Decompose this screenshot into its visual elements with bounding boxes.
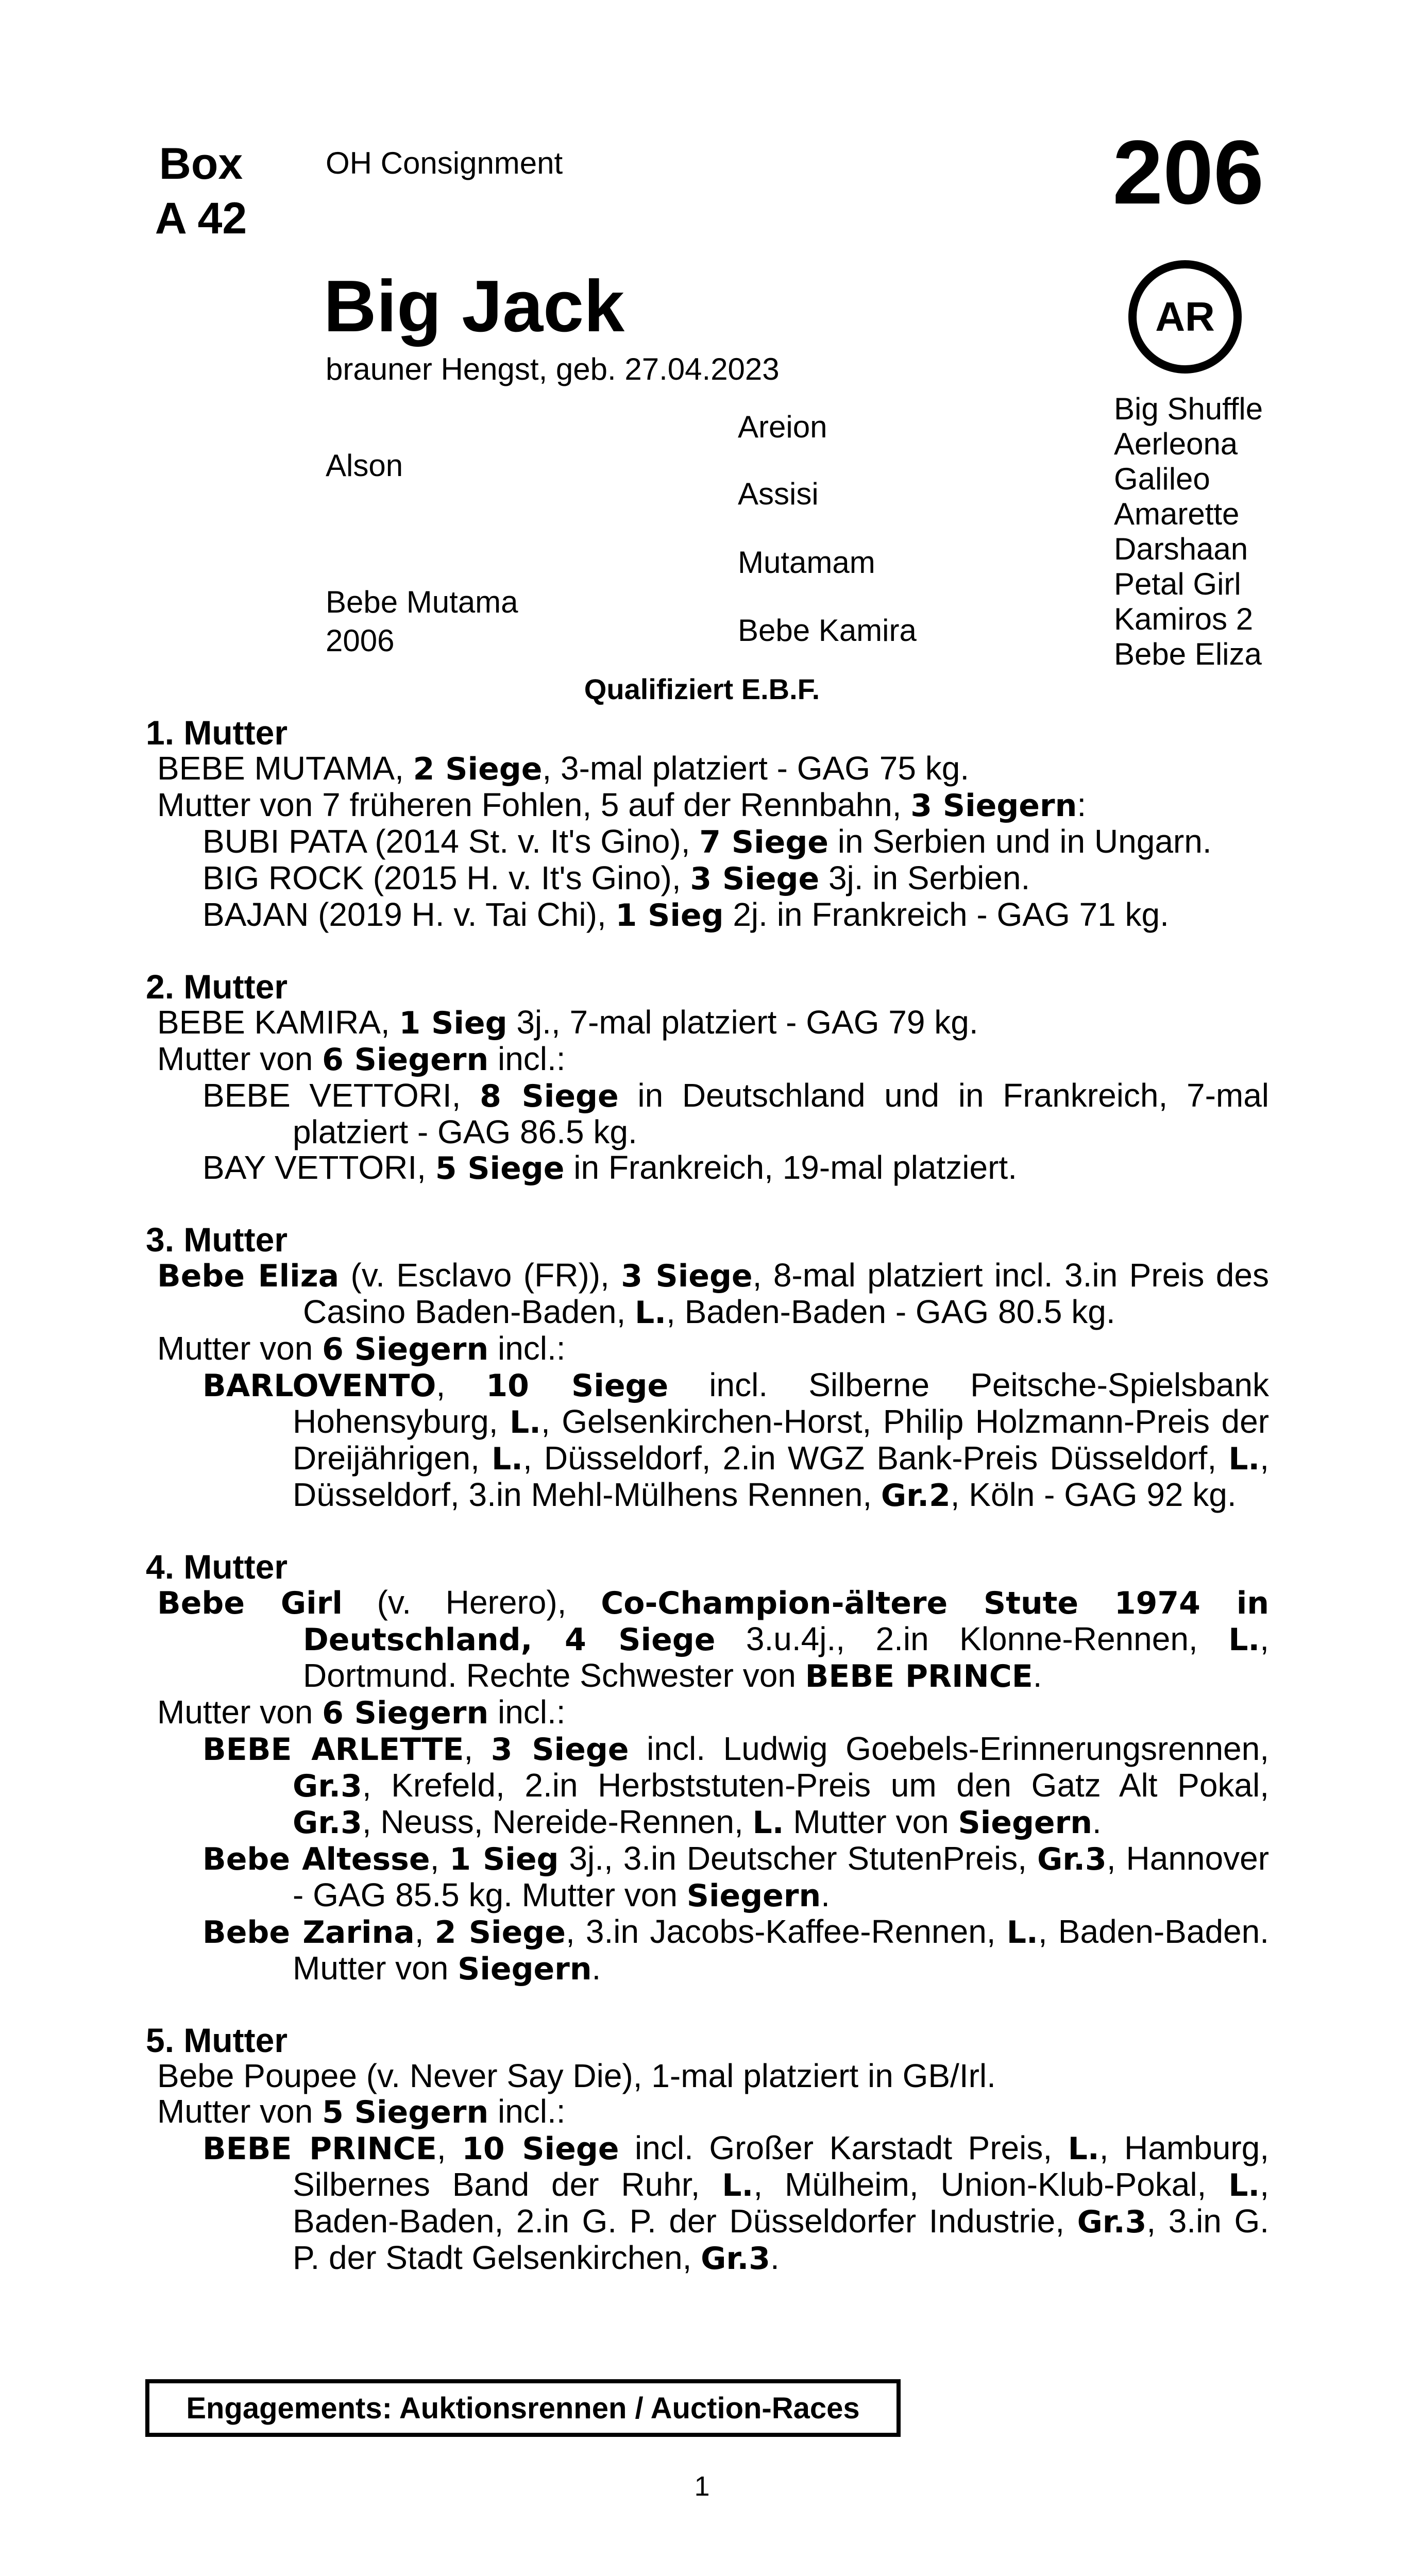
pedigree-dam-year: 2006 — [326, 623, 395, 658]
pedigree-grandparent: Areion — [738, 410, 827, 444]
horse-description: brauner Hengst, geb. 27.04.2023 — [326, 352, 780, 386]
dam-produce-summary: Mutter von 6 Siegern incl.: — [157, 1693, 566, 1731]
pedigree-grandparent: Bebe Kamira — [738, 613, 917, 648]
pedigree-sire: Alson — [326, 448, 403, 483]
pedigree-ggp: Bebe Eliza — [1114, 637, 1262, 671]
pedigree-grandparent: Assisi — [738, 477, 819, 511]
produce-entry: BAJAN (2019 H. v. Tai Chi), 1 Sieg 2j. in Frankreich - GAG 71 kg. — [202, 896, 1169, 934]
family-details — [146, 715, 1269, 2277]
page-number: 1 — [694, 2471, 710, 2502]
produce-entry: Bebe Altesse, 1 Sieg 3j., 3.in Deutscher StutenPreis, Gr.3, Hannover - GAG 85.5 kg. Mutter von Siegern. — [202, 1840, 1270, 1914]
dam-produce-summary: Mutter von 7 früheren Fohlen, 5 auf der Rennbahn, 3 Siegern: — [157, 786, 1087, 824]
produce-entry: BUBI PATA (2014 St. v. It's Gino), 7 Siege in Serbien und in Ungarn. — [202, 823, 1212, 860]
engagements-box — [145, 2379, 901, 2437]
produce-entry: BIG ROCK (2015 H. v. It's Gino), 3 Siege 3j. in Serbien. — [202, 859, 1030, 897]
horse-name: Big Jack — [324, 265, 625, 347]
ar-badge-label: AR — [1155, 294, 1215, 340]
pedigree-dam: Bebe Mutama — [326, 585, 518, 619]
dam-produce-summary: Mutter von 6 Siegern incl.: — [157, 1330, 566, 1367]
produce-entry: Bebe Zarina, 2 Siege, 3.in Jacobs-Kaffee-Rennen, L., Baden-Baden. Mutter von Siegern. — [202, 1913, 1270, 1987]
pedigree-ggp: Galileo — [1114, 462, 1210, 496]
pedigree-ggp: Aerleona — [1114, 427, 1238, 461]
dam-record: BEBE KAMIRA, 1 Sieg 3j., 7-mal platziert - GAG 79 kg. — [157, 1004, 978, 1041]
dam-record: Bebe Eliza (v. Esclavo (FR)), 3 Siege, 8-mal platziert incl. 3.in Preis des Casino Baden-Baden, L., Baden-Baden - GAG 80.5 kg. — [157, 1257, 1269, 1331]
dam-record: BEBE MUTAMA, 2 Siege, 3-mal platziert - GAG 75 kg. — [157, 750, 970, 787]
dam-record: Bebe Girl (v. Herero), Co-Champion-ältere Stute 1974 in Deutschland, 4 Siege 3.u.4j., 2.in Klonne-Rennen, L., Dortmund. Rechte Schwester von BEBE PRINCE. — [157, 1584, 1270, 1694]
section-title-mutter-2: 2. Mutter — [146, 968, 288, 1006]
box-label — [147, 137, 255, 246]
produce-entry: BAY VETTORI, 5 Siege in Frankreich, 19-mal platziert. — [202, 1149, 1017, 1187]
section-title-mutter-1: 1. Mutter — [146, 714, 288, 752]
pedigree-ggp: Kamiros 2 — [1114, 602, 1254, 636]
consignment: OH Consignment — [326, 146, 563, 180]
ar-badge-icon — [1128, 260, 1242, 374]
dam-produce-summary: Mutter von 5 Siegern incl.: — [157, 2093, 566, 2130]
qualification: Qualifiziert E.B.F. — [584, 673, 820, 705]
produce-entry: BEBE VETTORI, 8 Siege in Deutschland und in Frankreich, 7-mal platziert - GAG 86.5 kg. — [202, 1077, 1270, 1150]
pedigree-ggp: Amarette — [1114, 497, 1240, 531]
pedigree-great-grandparents — [1114, 392, 1263, 672]
engagements-text: Engagements: Auktionsrennen / Auction-Races — [186, 2391, 860, 2425]
produce-entry: BEBE PRINCE, 10 Siege incl. Großer Karstadt Preis, L., Hamburg, Silbernes Band der Ruhr, L., Mülheim, Union-Klub-Pokal, L., Baden-Baden, 2.in G. P. der Düsseldorfer Industrie, Gr.3, 3.in G. P. der Stadt Gelsenkirchen, Gr.3. — [202, 2129, 1270, 2277]
dam-produce-summary: Mutter von 6 Siegern incl.: — [157, 1040, 566, 1078]
pedigree-ggp: Big Shuffle — [1114, 392, 1263, 426]
pedigree-ggp: Petal Girl — [1114, 567, 1241, 601]
section-title-mutter-4: 4. Mutter — [146, 1548, 288, 1586]
box-label-line2: A 42 — [155, 194, 247, 243]
produce-entry: BARLOVENTO, 10 Siege incl. Silberne Peitsche-Spielsbank Hohensyburg, L., Gelsenkirchen-Horst, Philip Holzmann-Preis der Dreijährigen, L., Düsseldorf, 2.in WGZ Bank-Preis Düsseldorf, L., Düsseldorf, 3.in Mehl-Mülhens Rennen, Gr.2, Köln - GAG 92 kg. — [202, 1366, 1270, 1514]
pedigree-ggp: Darshaan — [1114, 532, 1248, 566]
box-label-line1: Box — [159, 139, 243, 189]
section-title-mutter-5: 5. Mutter — [146, 2021, 288, 2059]
produce-entry: BEBE ARLETTE, 3 Siege incl. Ludwig Goebels-Erinnerungsrennen, Gr.3, Krefeld, 2.in Herbststuten-Preis um den Gatz Alt Pokal, Gr.3, Neuss, Nereide-Rennen, L. Mutter von Siegern. — [202, 1730, 1270, 1841]
section-title-mutter-3: 3. Mutter — [146, 1221, 288, 1259]
lot-number: 206 — [1112, 122, 1264, 223]
pedigree-grandparent: Mutamam — [738, 545, 875, 580]
dam-record: Bebe Poupee (v. Never Say Die), 1-mal platziert in GB/Irl. — [157, 2057, 996, 2094]
